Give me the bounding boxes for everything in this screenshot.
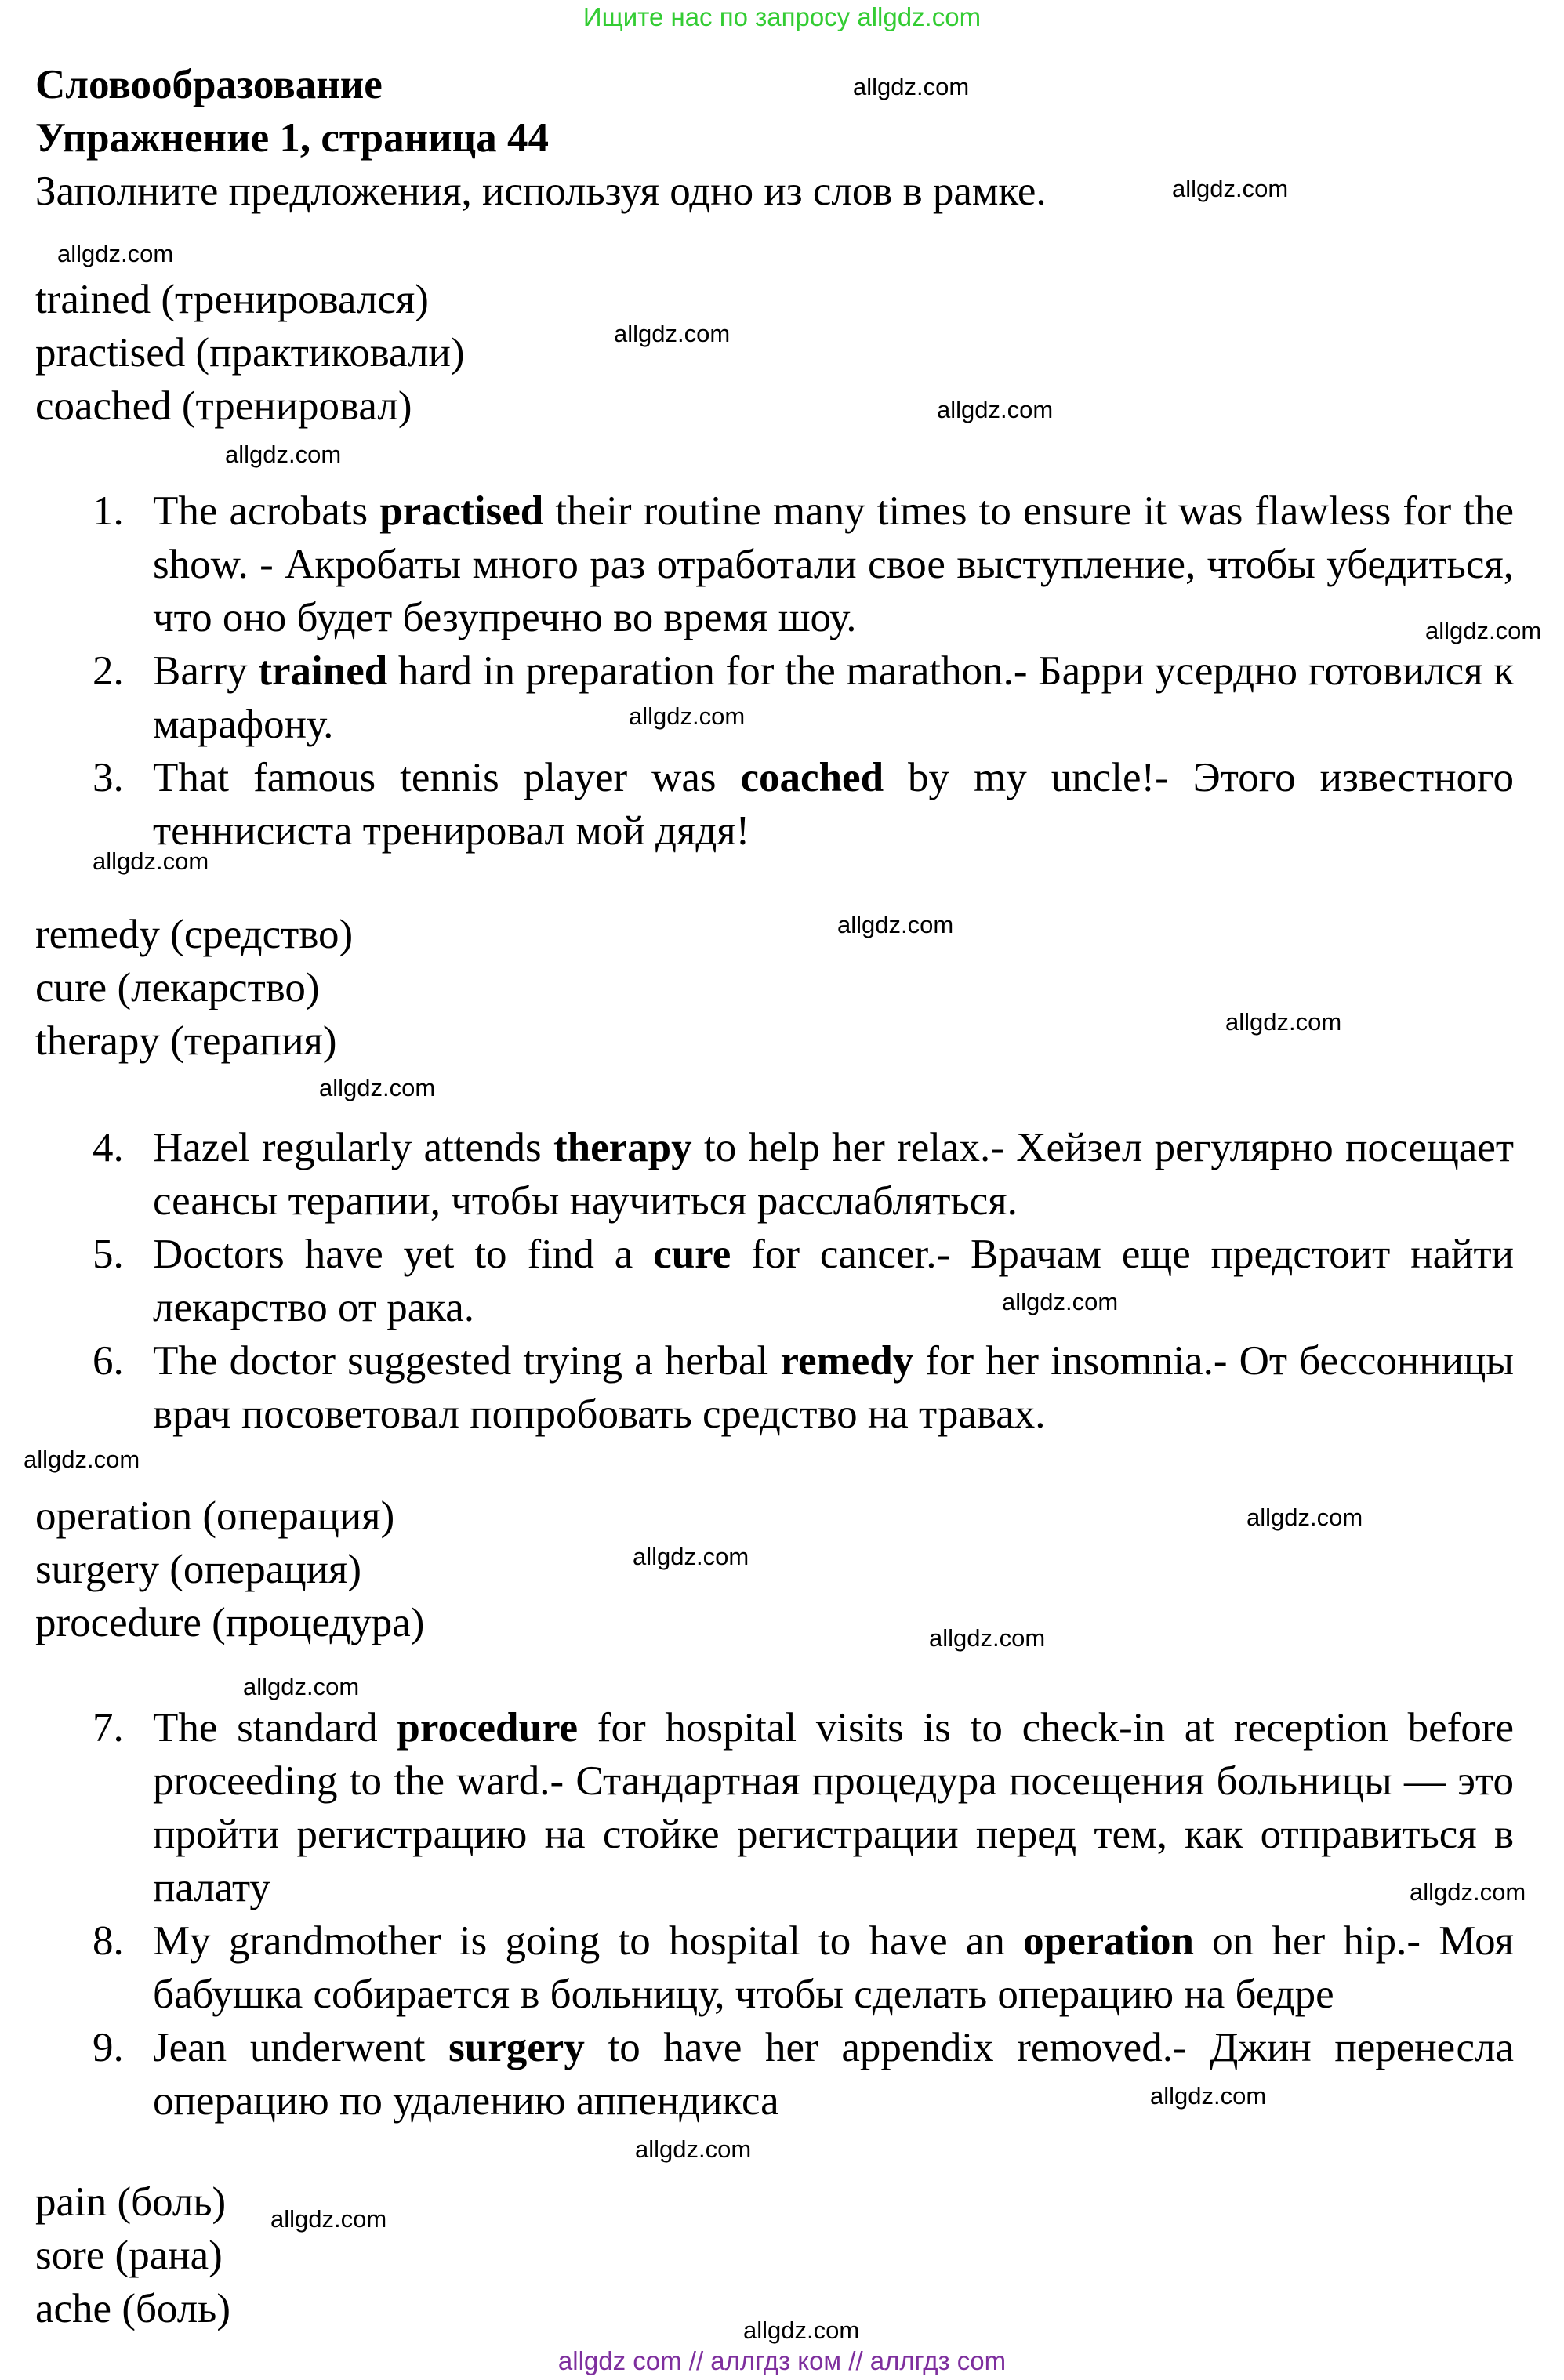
watermark: allgdz.com bbox=[937, 396, 1054, 423]
sentence-post: for cancer.- Врачам еще предстоит найти лекарство от рака. bbox=[153, 1232, 1514, 1330]
watermark: allgdz.com bbox=[629, 702, 746, 730]
watermark: allgdz.com bbox=[319, 1074, 436, 1101]
sentence-item bbox=[0, 1701, 1564, 1914]
sentence-post: for her insomnia.- От бессонницы врач посоветовал попробовать средство на травах. bbox=[153, 1338, 1514, 1437]
bottom-banner: allgdz com // аллгдз ком // аллгдз com bbox=[557, 2346, 1007, 2375]
sentence-item bbox=[0, 1228, 1564, 1334]
watermark: allgdz.com bbox=[1246, 1504, 1363, 1531]
sentence-pre: Hazel regularly attends bbox=[153, 1125, 553, 1170]
watermark: allgdz.com bbox=[1002, 1288, 1119, 1315]
item-number: 2. bbox=[93, 648, 124, 694]
word-option: coached (тренировал) bbox=[35, 383, 412, 429]
sentence-post: hard in preparation for the marathon.- Барри усердно готовился к марафону. bbox=[153, 648, 1514, 747]
watermark: allgdz.com bbox=[270, 2205, 387, 2233]
watermark: allgdz.com bbox=[24, 1446, 140, 1473]
word-option: remedy (средство) bbox=[35, 912, 354, 957]
sentence-pre: Barry bbox=[153, 648, 259, 694]
sentence-item bbox=[0, 484, 1564, 644]
sentence-pre: Doctors have yet to find a bbox=[153, 1232, 654, 1277]
sentence-item bbox=[0, 644, 1564, 751]
word-option: ache (боль) bbox=[35, 2286, 231, 2331]
word-box-3 bbox=[35, 1489, 424, 1649]
word-option: pain (боль) bbox=[35, 2179, 227, 2225]
item-number: 4. bbox=[93, 1125, 124, 1170]
word-option: procedure (процедура) bbox=[35, 1600, 425, 1645]
item-number: 9. bbox=[93, 2025, 124, 2070]
answer-word: coached bbox=[740, 755, 884, 800]
page-title: Словообразование bbox=[35, 62, 383, 107]
word-option: cure (лекарство) bbox=[35, 965, 320, 1010]
watermark: allgdz.com bbox=[929, 1624, 1046, 1652]
watermark: allgdz.com bbox=[93, 847, 209, 875]
watermark: allgdz.com bbox=[1172, 175, 1289, 202]
word-option: surgery (операция) bbox=[35, 1547, 362, 1592]
word-option: trained (тренировался) bbox=[35, 277, 429, 322]
answer-word: practised bbox=[379, 488, 544, 534]
sentence-pre: The doctor suggested trying a herbal bbox=[153, 1338, 781, 1384]
word-option: sore (рана) bbox=[35, 2233, 223, 2278]
watermark: allgdz.com bbox=[633, 1543, 749, 1570]
item-number: 5. bbox=[93, 1232, 124, 1277]
item-number: 7. bbox=[93, 1705, 124, 1751]
sentence-list-2 bbox=[0, 1121, 1564, 1441]
sentence-pre: My grandmother is going to hospital to have an bbox=[153, 1918, 1024, 1964]
watermark: allgdz.com bbox=[1425, 617, 1542, 644]
watermark: allgdz.com bbox=[57, 240, 174, 267]
item-number: 1. bbox=[93, 488, 124, 534]
item-number: 6. bbox=[93, 1338, 124, 1384]
answer-word: cure bbox=[653, 1232, 731, 1277]
instruction-text: Заполните предложения, используя одно из слов в рамке. bbox=[35, 169, 1047, 214]
sentence-pre: Jean underwent bbox=[153, 2025, 449, 2070]
sentence-item bbox=[0, 1121, 1564, 1228]
sentence-post: by my uncle!- Этого известного теннисиста тренировал мой дядя! bbox=[153, 755, 1514, 854]
watermark: allgdz.com bbox=[1225, 1008, 1342, 1036]
item-number: 8. bbox=[93, 1918, 124, 1964]
answer-word: trained bbox=[258, 648, 388, 694]
answer-word: remedy bbox=[780, 1338, 914, 1384]
word-box-2 bbox=[35, 908, 353, 1068]
sentence-item bbox=[0, 1334, 1564, 1441]
sentence-item bbox=[0, 1914, 1564, 2021]
sentence-pre: That famous tennis player was bbox=[153, 755, 741, 800]
word-option: practised (практиковали) bbox=[35, 330, 465, 376]
top-banner: Ищите нас по запросу allgdz.com bbox=[582, 2, 982, 31]
watermark: allgdz.com bbox=[1150, 2082, 1267, 2110]
watermark: allgdz.com bbox=[837, 911, 954, 938]
word-option: operation (операция) bbox=[35, 1493, 395, 1539]
watermark: allgdz.com bbox=[243, 1673, 360, 1700]
answer-word: procedure bbox=[397, 1705, 579, 1751]
sentence-item bbox=[0, 2021, 1564, 2128]
word-box-1 bbox=[35, 273, 465, 433]
item-number: 3. bbox=[93, 755, 124, 800]
sentence-item bbox=[0, 751, 1564, 858]
answer-word: operation bbox=[1023, 1918, 1194, 1964]
watermark: allgdz.com bbox=[225, 441, 342, 468]
sentence-list-3 bbox=[0, 1701, 1564, 2128]
sentence-post: for hospital visits is to check-in at reception before proceeding to the ward.- Стандартная процедура посещения больницы — это пройти регистрацию на стойке регистрации перед тем, как отправиться в палату bbox=[153, 1705, 1514, 1910]
sentence-post: their routine many times to ensure it was flawless for the show. - Акробаты много раз отработали свое выступление, чтобы убедиться, что оно будет безупречно во время шоу. bbox=[153, 488, 1514, 640]
answer-word: surgery bbox=[448, 2025, 585, 2070]
exercise-heading: Упражнение 1, страница 44 bbox=[35, 115, 549, 161]
sentence-pre: The standard bbox=[153, 1705, 397, 1751]
sentence-post: to have her appendix removed.- Джин перенесла операцию по удалению аппендикса bbox=[153, 2025, 1514, 2124]
sentence-post: on her hip.- Моя бабушка собирается в больницу, чтобы сделать операцию на бедре bbox=[153, 1918, 1514, 2017]
word-box-4 bbox=[35, 2175, 230, 2335]
sentence-list-1 bbox=[0, 484, 1564, 858]
sentence-post: to help her relax.- Хейзел регулярно посещает сеансы терапии, чтобы научиться расслабляться. bbox=[153, 1125, 1514, 1224]
watermark: allgdz.com bbox=[853, 73, 970, 100]
sentence-pre: The acrobats bbox=[153, 488, 380, 534]
watermark: allgdz.com bbox=[743, 2317, 860, 2344]
watermark: allgdz.com bbox=[635, 2135, 752, 2163]
answer-word: therapy bbox=[553, 1125, 692, 1170]
watermark: allgdz.com bbox=[614, 320, 731, 347]
word-option: therapy (терапия) bbox=[35, 1018, 337, 1064]
watermark: allgdz.com bbox=[1410, 1878, 1526, 1906]
